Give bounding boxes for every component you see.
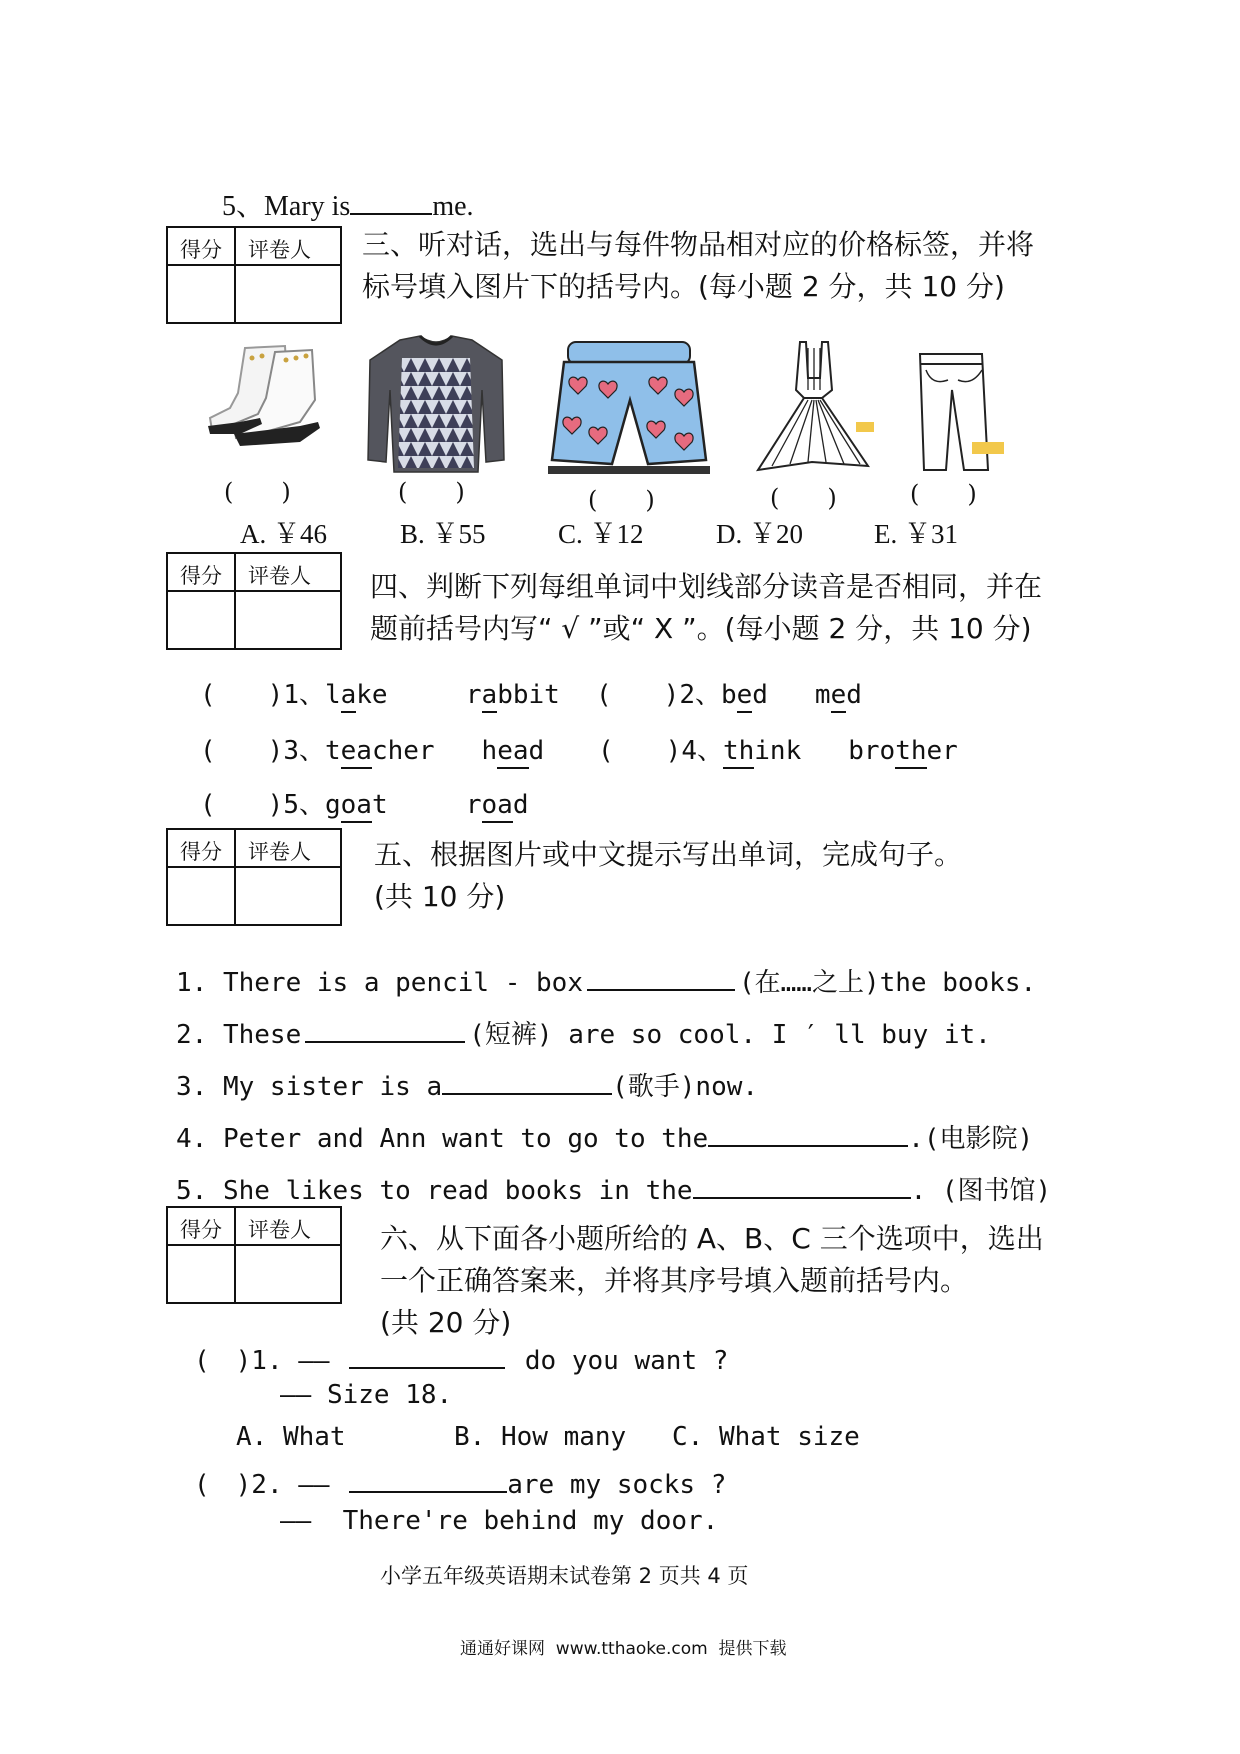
download-footer: 通通好课网 www.tthaoke.com 提供下载 [460, 1639, 787, 1659]
pants-image [912, 350, 1008, 474]
score-box-section6 [166, 1206, 342, 1304]
s5-sentence-4: 4. Peter and Ann want to go to the .(电影院) [176, 1118, 1033, 1155]
s6-q1: ( )1. —— do you want ? [194, 1340, 728, 1377]
s6-q1-option-c: C. What size [672, 1422, 860, 1452]
s4-q1: ( )1、lake rabbit [200, 674, 560, 711]
s5-sentence-5: 5. She likes to read books in the . (图书馆) [176, 1170, 1051, 1207]
section5-title: 五、根据图片或中文提示写出单词，完成句子。 (共 10 分) [374, 838, 963, 913]
score-label: 得分 [180, 840, 222, 864]
s4-q4: ( )4、think brother [598, 730, 958, 767]
s5-blank-4 [708, 1119, 908, 1147]
q5-prefix: 5、Mary is [222, 191, 351, 222]
item-paren-3: ( ) [588, 486, 655, 514]
grader-label: 评卷人 [248, 840, 311, 864]
price-a: A. ￥46 [240, 519, 327, 549]
q5-suffix: me. [432, 191, 474, 222]
grader-label: 评卷人 [248, 1218, 311, 1242]
score-label: 得分 [180, 238, 222, 262]
s6-q2: ( )2. —— are my socks ? [194, 1464, 726, 1501]
s5-blank-3 [442, 1067, 612, 1095]
section6-title: 六、从下面各小题所给的 A、B、C 三个选项中，选出 一个正确答案来，并将其序号填入题前括号内。 (共 20 分) [380, 1222, 1044, 1339]
item-paren-5: ( ) [910, 480, 977, 508]
dress-image [752, 338, 876, 478]
s6-blank-2 [349, 1465, 507, 1493]
item-paren-2: ( ) [398, 478, 465, 506]
score-box-section3 [166, 226, 342, 324]
s5-sentence-2: 2. These (短裤) are so cool. I ′ ll buy it. [176, 1014, 991, 1051]
boots-image [200, 338, 340, 456]
s4-q2: ( )2、bed med [596, 674, 862, 711]
q5-blank [350, 185, 432, 215]
s6-q1-option-b: B. How many [454, 1422, 627, 1452]
price-b: B. ￥55 [400, 519, 486, 549]
page-footer: 小学五年级英语期末试卷第 2 页共 4 页 [380, 1564, 749, 1588]
item-paren-4: ( ) [770, 484, 837, 512]
q5-carryover [222, 184, 474, 224]
sweater-image [362, 330, 510, 480]
s5-sentence-1: 1. There is a pencil - box (在……之上)the books. [176, 962, 1036, 999]
price-c: C. ￥12 [558, 519, 644, 549]
s5-sentence-3: 3. My sister is a (歌手)now. [176, 1066, 758, 1103]
s6-q2-answer: —— There're behind my door. [280, 1506, 719, 1536]
price-d: D. ￥20 [716, 519, 803, 549]
s5-blank-2 [305, 1015, 465, 1043]
grader-label: 评卷人 [248, 238, 311, 262]
section4-title: 四、判断下列每组单词中划线部分读音是否相同，并在 题前括号内写“ √ ”或“ X ”。(每小题 2 分，共 10 分) [370, 570, 1043, 645]
s4-q5: ( )5、goat road [200, 784, 529, 821]
s6-q1-option-a: A. What [236, 1422, 346, 1452]
section3-title: 三、听对话，选出与每件物品相对应的价格标签，并将 标号填入图片下的括号内。(每小题 2 分，共 10 分) [362, 228, 1035, 303]
price-e: E. ￥31 [874, 519, 958, 549]
shorts-image [548, 340, 710, 474]
s6-q1-answer: —— Size 18. [280, 1380, 453, 1410]
s6-blank-1 [349, 1341, 505, 1369]
s5-blank-1 [587, 963, 735, 991]
score-label: 得分 [180, 564, 222, 588]
score-box-section5 [166, 828, 342, 926]
s4-q3: ( )3、teacher head [200, 730, 544, 767]
score-box-section4 [166, 552, 342, 650]
score-label: 得分 [180, 1218, 222, 1242]
item-paren-1: ( ) [224, 478, 291, 506]
s5-blank-5 [693, 1171, 911, 1199]
grader-label: 评卷人 [248, 564, 311, 588]
